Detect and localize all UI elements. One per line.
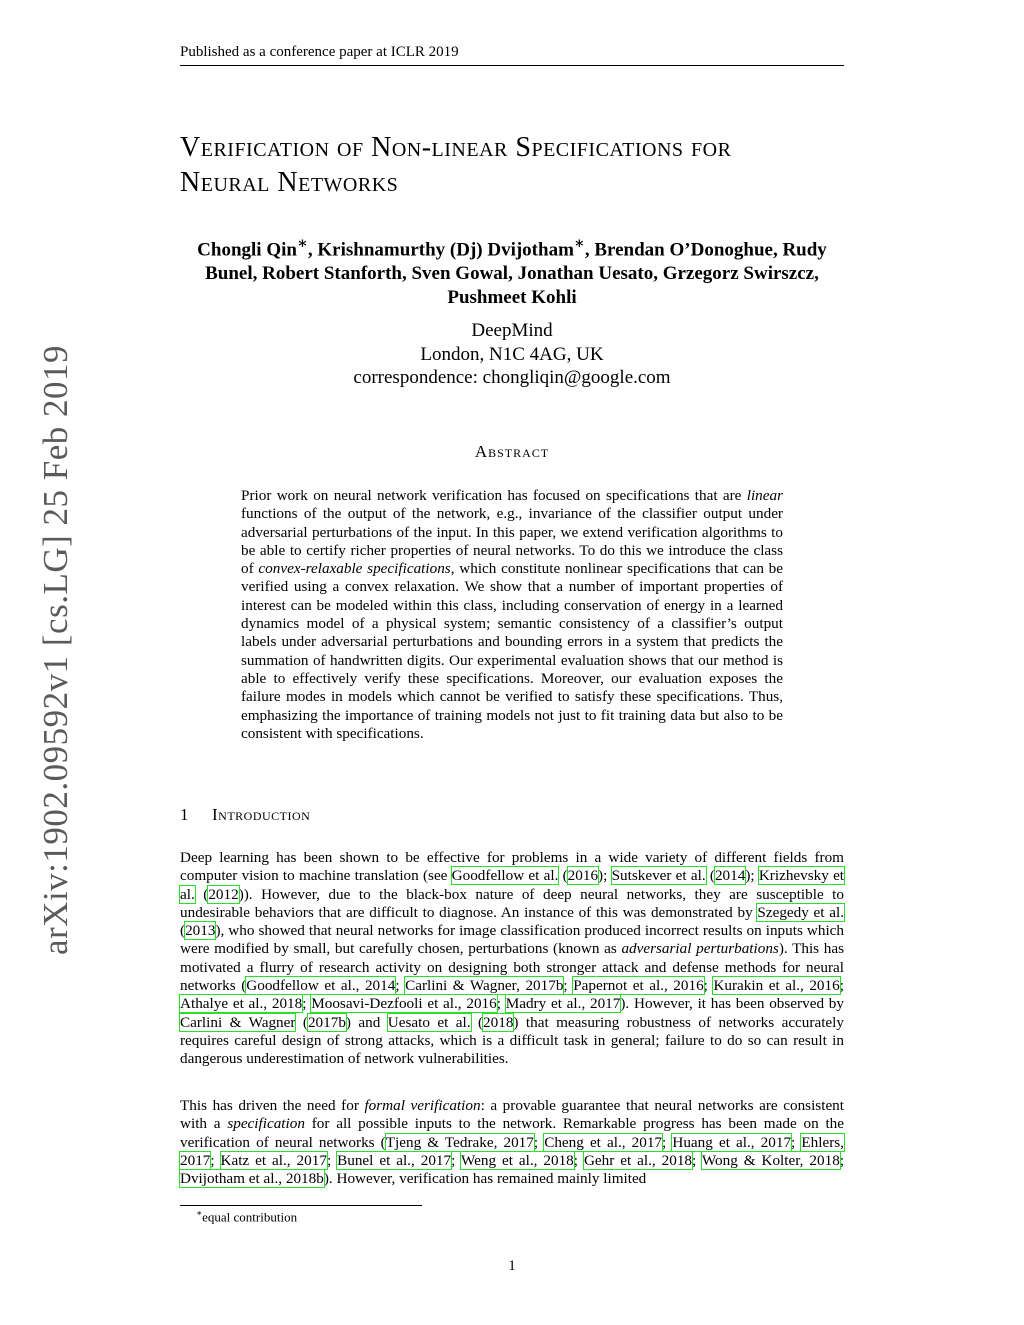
citation-link[interactable]: Gehr et al., 2018 bbox=[583, 1151, 693, 1169]
intro-paragraph-1 bbox=[180, 849, 844, 1069]
paragraph-text: ( bbox=[180, 922, 186, 940]
citation-link[interactable]: Sutskever et al. bbox=[611, 867, 706, 885]
paragraph-text: Deep learning has been shown to be effective for problems in a wide variety of different fields from computer vision to machine translation (see bbox=[180, 849, 844, 885]
citation-link[interactable]: 2013 bbox=[185, 922, 216, 940]
paragraph-text: ; bbox=[563, 977, 574, 995]
title-line-2: Neural Networks bbox=[180, 167, 399, 198]
paragraph-text: ); bbox=[745, 867, 759, 885]
citation-link[interactable]: Uesato et al. bbox=[387, 1013, 471, 1031]
paragraph-text: ( bbox=[295, 1013, 308, 1031]
section-heading-introduction bbox=[180, 805, 844, 825]
page-number: 1 bbox=[508, 1258, 516, 1274]
paragraph-text: ). However, verification has remained mainly limited bbox=[323, 1170, 647, 1188]
citation-link[interactable]: Madry et al., 2017 bbox=[505, 995, 621, 1013]
author-text: , Brendan O’Donoghue, Rudy bbox=[584, 239, 827, 261]
correspondence-email[interactable]: correspondence: chongliqin@google.com bbox=[353, 367, 671, 388]
citation-link[interactable]: Carlini & Wagner bbox=[180, 1013, 296, 1031]
abstract-body bbox=[241, 487, 783, 743]
citation-link[interactable]: Bunel et al., 2017 bbox=[337, 1151, 452, 1169]
citation-link[interactable]: Wong & Kolter, 2018 bbox=[701, 1151, 840, 1169]
citation-link[interactable]: Goodfellow et al., 2014 bbox=[246, 977, 396, 995]
citation-link[interactable]: Weng et al., 2018 bbox=[461, 1151, 574, 1169]
footnote bbox=[196, 1208, 297, 1225]
affiliation-block bbox=[180, 319, 844, 390]
citation-link[interactable]: Kurakin et al., 2016 bbox=[713, 977, 840, 995]
citation-link[interactable]: Dvijotham et al., 2018b bbox=[180, 1170, 324, 1188]
author-list bbox=[180, 232, 844, 310]
paragraph-text: ; bbox=[326, 1151, 338, 1169]
paragraph-text: ; bbox=[839, 1151, 845, 1169]
paragraph-text: ; bbox=[692, 1151, 702, 1169]
paragraph-text: ; bbox=[210, 1151, 221, 1169]
paragraph-text: ; bbox=[839, 977, 844, 995]
paragraph-text: ( bbox=[705, 867, 715, 885]
citation-link[interactable]: Carlini & Wagner, 2017b bbox=[405, 977, 564, 995]
citation-link[interactable]: Moosavi-Dezfooli et al., 2016 bbox=[311, 995, 497, 1013]
paragraph-text: ( bbox=[558, 867, 568, 885]
paragraph-text: ( bbox=[194, 885, 209, 903]
paragraph-text: ( bbox=[470, 1013, 484, 1031]
affiliation-location: London, N1C 4AG, UK bbox=[420, 343, 604, 365]
citation-link[interactable]: Athalye et al., 2018 bbox=[180, 995, 303, 1013]
citation-link[interactable]: Goodfellow et al. bbox=[451, 867, 559, 885]
paragraph-text: ; bbox=[791, 1133, 802, 1151]
citation-link[interactable]: 2018 bbox=[483, 1013, 514, 1031]
paragraph-text: ; bbox=[662, 1133, 673, 1151]
paragraph-text: ); bbox=[598, 867, 612, 885]
paragraph-text: ; bbox=[302, 995, 312, 1013]
abstract-emphasis: convex-relaxable specifications bbox=[258, 560, 451, 578]
citation-link[interactable]: Tjeng & Tedrake, 2017 bbox=[385, 1133, 534, 1151]
affiliation-org: DeepMind bbox=[471, 320, 553, 341]
citation-link[interactable]: Szegedy et al. bbox=[757, 903, 844, 921]
citation-link[interactable]: Cheng et al., 2017 bbox=[544, 1133, 663, 1151]
equal-contribution-mark: ∗ bbox=[296, 235, 308, 252]
abstract-text: Prior work on neural network verification has focused on specifications that are bbox=[241, 487, 747, 504]
title-line-1: Verification of Non-linear Specifications for bbox=[180, 132, 732, 163]
author-line-1 bbox=[180, 232, 844, 262]
citation-link[interactable]: Krizhevsky et al. bbox=[180, 867, 845, 903]
section-number: 1 bbox=[180, 805, 189, 824]
paragraph-text: ; bbox=[395, 977, 406, 995]
author-line-2: Bunel, Robert Stanforth, Sven Gowal, Jonathan Uesato, Grzegorz Swirszcz, bbox=[205, 263, 819, 285]
section-title: Introduction bbox=[212, 805, 311, 824]
citation-link[interactable]: 2014 bbox=[714, 867, 746, 885]
author-text: , Krishnamurthy (Dj) Dvijotham bbox=[307, 239, 574, 261]
paragraph-text: ) that measuring robustness of networks accurately requires careful design of strong attacks, which is a difficult task in general; failure to do so can result in dangerous underestimation of network vulnerabilities. bbox=[180, 1013, 844, 1068]
intro-paragraph-2 bbox=[180, 1097, 844, 1188]
paragraph-text: ), who showed that neural networks for image classification produced incorrect results on inputs which were modified by small, but carefully chosen, perturbations (known as bbox=[180, 922, 844, 958]
paragraph-text: ). This has motivated a flurry of research activity on designing both stronger attack and defense methods for neural networks ( bbox=[180, 940, 844, 995]
paragraph-emphasis: formal verification bbox=[364, 1097, 481, 1114]
citation-link[interactable]: 2016 bbox=[567, 867, 599, 885]
paragraph-text: ). However, it has been observed by bbox=[620, 995, 844, 1013]
paragraph-text: ; bbox=[533, 1133, 545, 1151]
paragraph-text: ; bbox=[703, 977, 714, 995]
paragraph-text: )). However, due to the black-box nature of deep neural networks, they are susceptible to undesirable behaviors that are difficult to diagnose. An instance of this was demonstrated by bbox=[180, 885, 844, 921]
arxiv-identifier: arXiv:1902.09592v1 [cs.LG] 25 Feb 2019 bbox=[36, 344, 75, 956]
paragraph-text: ; bbox=[451, 1151, 461, 1169]
paragraph-text: ) and bbox=[345, 1013, 388, 1031]
paragraph-text: ; bbox=[573, 1151, 584, 1169]
citation-link[interactable]: 2012 bbox=[208, 885, 239, 903]
citation-link[interactable]: Ehlers, 2017 bbox=[180, 1133, 844, 1169]
citation-link[interactable]: Huang et al., 2017 bbox=[672, 1133, 792, 1151]
abstract-heading: Abstract bbox=[474, 442, 550, 461]
paragraph-text: This has driven the need for bbox=[180, 1097, 365, 1114]
paragraph-text: ; bbox=[496, 995, 506, 1013]
paragraph-text: : a provable guarantee that neural networks are consistent with a bbox=[180, 1097, 844, 1133]
footnote-mark: ∗ bbox=[196, 1208, 203, 1218]
paragraph-text: for all possible inputs to the network. Remarkable progress has been made on the verification of neural networks ( bbox=[180, 1115, 844, 1151]
citation-link[interactable]: 2017b bbox=[307, 1013, 346, 1031]
footnote-text: equal contribution bbox=[202, 1209, 298, 1225]
author-text: Chongli Qin bbox=[197, 239, 297, 261]
author-line-3: Pushmeet Kohli bbox=[447, 287, 577, 309]
citation-link[interactable]: Papernot et al., 2016 bbox=[573, 977, 704, 995]
equal-contribution-mark: ∗ bbox=[573, 235, 585, 252]
abstract-text: functions of the output of the network, e.g., invariance of the classifier output under adversarial perturbations of the input. In this paper, we extend verification algorithms to be able to certify richer properties of neural networks. To do this we introduce the class of bbox=[241, 505, 783, 578]
citation-link[interactable]: Katz et al., 2017 bbox=[220, 1151, 327, 1169]
footnote-divider bbox=[180, 1205, 422, 1206]
paragraph-emphasis: specification bbox=[227, 1115, 305, 1133]
abstract-emphasis: linear bbox=[746, 487, 783, 504]
abstract-text: , which constitute nonlinear specifications that can be verified using a convex relaxation. We show that a number of important properties of interest can be modeled within this class, including conservation of energy in a learned dynamics model of a physical system; semantic consistency of a classifier’s output labels under adversarial perturbations and bounding errors in a system that predicts the summation of handwritten digits. Our experimental evaluation shows that our method is able to effectively verify these specifications. Moreover, our evaluation exposes the failure modes in models which cannot be verified to satisfy these specifications. Thus, emphasizing the importance of training models not just to fit training data but also to be consistent with specifications. bbox=[241, 560, 784, 742]
paper-title bbox=[180, 130, 860, 200]
paragraph-emphasis: adversarial perturbations bbox=[621, 940, 779, 958]
running-header: Published as a conference paper at ICLR 2019 bbox=[180, 44, 844, 66]
